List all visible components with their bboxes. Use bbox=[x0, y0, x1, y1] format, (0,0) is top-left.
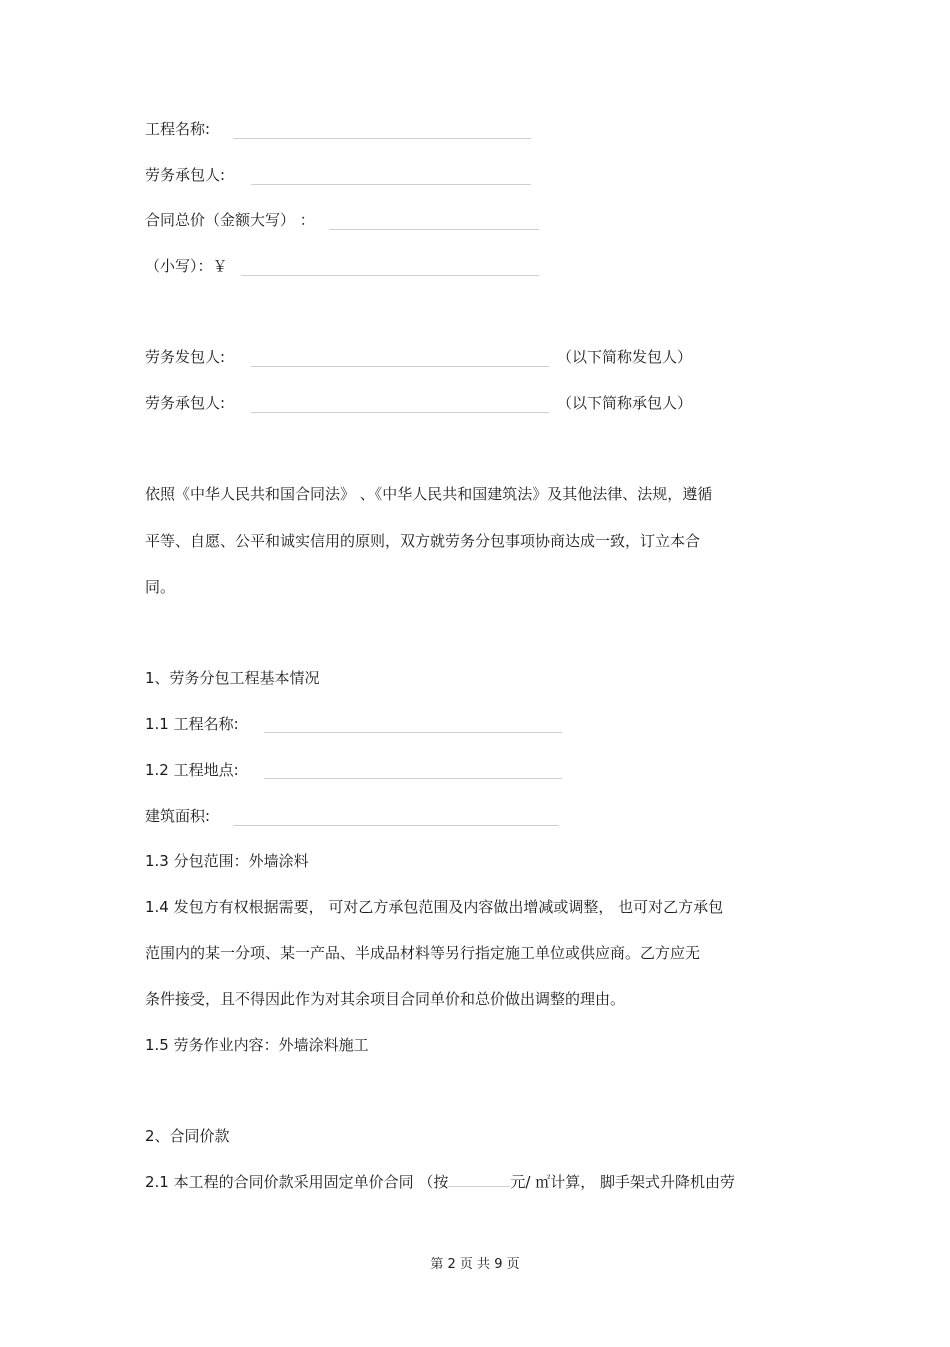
section-1-heading: 1、劳务分包工程基本情况 bbox=[145, 669, 320, 687]
preamble-line-3: 同。 bbox=[145, 578, 176, 596]
item-1-4-line-2: 范围内的某一分项、某一产品、半成品材料等另行指定施工单位或供应商。乙方应无 bbox=[145, 944, 701, 962]
preamble-line-1: 依照《中华人民共和国合同法》 、《中华人民共和国建筑法》及其他法律、法规，遵循 bbox=[145, 485, 713, 503]
item-2-1 bbox=[145, 1172, 735, 1192]
page-number: 第 2 页 共 9 页 bbox=[430, 1257, 520, 1272]
item-1-2-label: 1.2 工程地点: bbox=[145, 761, 239, 779]
total-price-upper-label: 合同总价（金额大写） ： bbox=[145, 211, 315, 229]
item-1-4-line-1: 1.4 发包方有权根据需要， 可对乙方承包范围及内容做出增减或调整， 也可对乙方承包 bbox=[145, 898, 724, 916]
contractor-label: 劳务承包人: bbox=[145, 394, 226, 412]
item-2-1-suffix: 元/ ㎡计算， 脚手架式升降机由劳 bbox=[510, 1173, 735, 1191]
section-2-heading: 2、合同价款 bbox=[145, 1127, 230, 1145]
contractor-label-top: 劳务承包人: bbox=[145, 166, 226, 184]
contractor-blank[interactable] bbox=[251, 412, 549, 413]
item-1-4-line-3: 条件接受，且不得因此作为对其余项目合同单价和总价做出调整的理由。 bbox=[145, 990, 626, 1008]
item-1-5: 1.5 劳务作业内容：外墙涂料施工 bbox=[145, 1036, 369, 1054]
item-1-2-blank[interactable] bbox=[264, 778, 562, 779]
contractor-suffix: （以下简称承包人） bbox=[557, 394, 693, 412]
contractor-blank-top[interactable] bbox=[251, 184, 531, 185]
total-price-upper-blank[interactable] bbox=[329, 229, 539, 230]
item-2-1-prefix: 2.1 本工程的合同价款采用固定单价合同 （按 bbox=[145, 1173, 449, 1191]
total-price-lower-blank[interactable] bbox=[241, 275, 539, 276]
item-1-1-blank[interactable] bbox=[264, 732, 562, 733]
building-area-label: 建筑面积: bbox=[145, 807, 211, 825]
item-1-3: 1.3 分包范围：外墙涂料 bbox=[145, 852, 309, 870]
project-name-blank[interactable] bbox=[233, 138, 531, 139]
preamble-line-2: 平等、自愿、公平和诚实信用的原则，双方就劳务分包事项协商达成一致，订立本合 bbox=[145, 532, 701, 550]
employer-blank[interactable] bbox=[251, 366, 549, 367]
total-price-lower-label: （小写）：￥ bbox=[145, 257, 228, 275]
building-area-blank[interactable] bbox=[233, 825, 559, 826]
item-1-1-label: 1.1 工程名称: bbox=[145, 715, 239, 733]
employer-label: 劳务发包人: bbox=[145, 348, 226, 366]
employer-suffix: （以下简称发包人） bbox=[557, 348, 693, 366]
project-name-label: 工程名称: bbox=[145, 120, 211, 138]
unit-price-blank[interactable] bbox=[448, 1172, 510, 1187]
